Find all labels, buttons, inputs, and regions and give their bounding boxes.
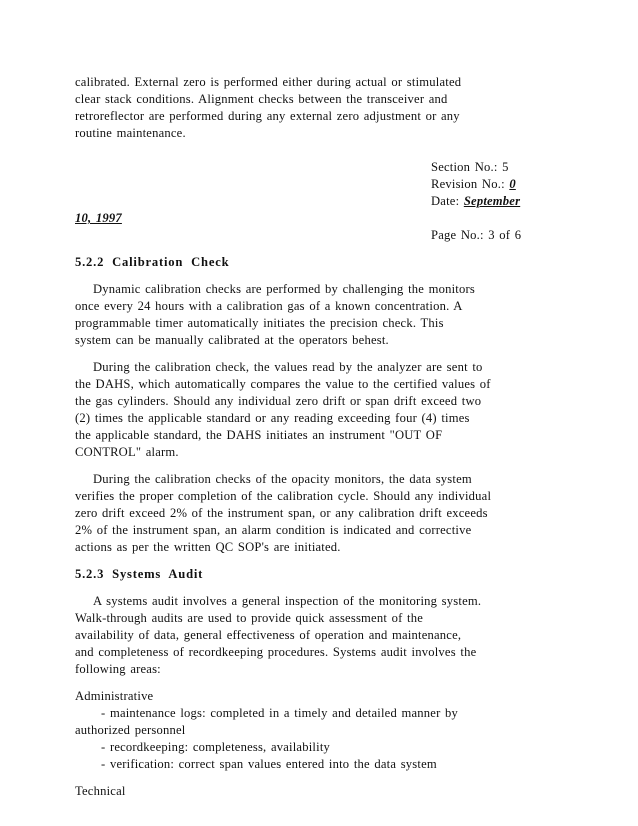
paragraph-line: (2) times the applicable standard or any reading exceeding four (4) times [75, 411, 470, 425]
paragraph-line: following areas: [75, 662, 161, 676]
paragraph-line: During the calibration check, the values read by the analyzer are sent to [93, 360, 483, 374]
revision-value: 0 [509, 177, 516, 191]
spacer [75, 244, 565, 254]
revision-number [431, 176, 565, 193]
paragraph-line: the applicable standard, the DAHS initiates an instrument "OUT OF [75, 428, 443, 442]
calibration-heading: 5.2.2 Calibration Check [75, 255, 230, 269]
paragraph-line: CONTROL" alarm. [75, 445, 179, 459]
list-item: - recordkeeping: completeness, availability [101, 740, 331, 754]
paragraph-line: the DAHS, which automatically compares the value to the certified values of [75, 377, 491, 391]
date-rest: 10, 1997 [75, 211, 122, 225]
paragraph-line: routine maintenance. [75, 126, 186, 140]
paragraph-line: system can be manually calibrated at the operators behest. [75, 333, 389, 347]
spacer [75, 349, 565, 359]
paragraph-line: Walk-through audits are used to provide quick assessment of the [75, 611, 423, 625]
paragraph-line: retroreflector are performed during any external zero adjustment or any [75, 109, 460, 123]
list-item: - verification: correct span values entered into the data system [101, 757, 437, 771]
audit-paragraph-1 [75, 593, 565, 678]
date-line [431, 193, 565, 210]
paragraph-line: A systems audit involves a general inspection of the monitoring system. [93, 594, 482, 608]
calibration-paragraph-2 [75, 359, 565, 461]
systems-audit-heading: 5.2.3 Systems Audit [75, 567, 204, 581]
paragraph-line: During the calibration checks of the opacity monitors, the data system [93, 472, 472, 486]
document-header [75, 159, 565, 244]
paragraph-line: the gas cylinders. Should any individual zero drift or span drift exceed two [75, 394, 482, 408]
spacer [75, 773, 565, 783]
spacer [75, 461, 565, 471]
paragraph-line: availability of data, general effectiveness of operation and maintenance, [75, 628, 462, 642]
paragraph-line: and completeness of recordkeeping procedures. Systems audit involves the [75, 645, 477, 659]
paragraph-line: calibrated. External zero is performed either during actual or stimulated [75, 75, 462, 89]
document-page [75, 74, 565, 800]
paragraph-line: once every 24 hours with a calibration gas of a known concentration. A [75, 299, 463, 313]
spacer [75, 583, 565, 593]
page-number: Page No.: 3 of 6 [431, 228, 522, 242]
paragraph-line: actions as per the written QC SOP's are initiated. [75, 540, 341, 554]
paragraph-line: 2% of the instrument span, an alarm condition is indicated and corrective [75, 523, 472, 537]
paragraph-line: programmable timer automatically initiates the precision check. This [75, 316, 444, 330]
spacer [75, 678, 565, 688]
administrative-list [75, 688, 565, 773]
spacer [75, 556, 565, 566]
date-label: Date: [431, 194, 464, 208]
paragraph-line: verifies the proper completion of the calibration cycle. Should any individual [75, 489, 492, 503]
list-item: - maintenance logs: completed in a timely and detailed manner by [101, 706, 459, 720]
list-item-continuation: authorized personnel [75, 723, 186, 737]
paragraph-line: zero drift exceed 2% of the instrument span, or any calibration drift exceeds [75, 506, 488, 520]
calibration-paragraph-1 [75, 281, 565, 349]
intro-paragraph [75, 74, 565, 142]
calibration-paragraph-3 [75, 471, 565, 556]
date-month: September [463, 194, 521, 208]
administrative-title: Administrative [75, 689, 154, 703]
date-continuation [75, 210, 565, 227]
revision-label: Revision No.: [431, 177, 510, 191]
spacer [75, 142, 565, 159]
paragraph-line: clear stack conditions. Alignment checks between the transceiver and [75, 92, 448, 106]
technical-title: Technical [75, 784, 126, 798]
section-number: Section No.: 5 [431, 160, 509, 174]
paragraph-line: Dynamic calibration checks are performed by challenging the monitors [93, 282, 475, 296]
spacer [75, 271, 565, 281]
